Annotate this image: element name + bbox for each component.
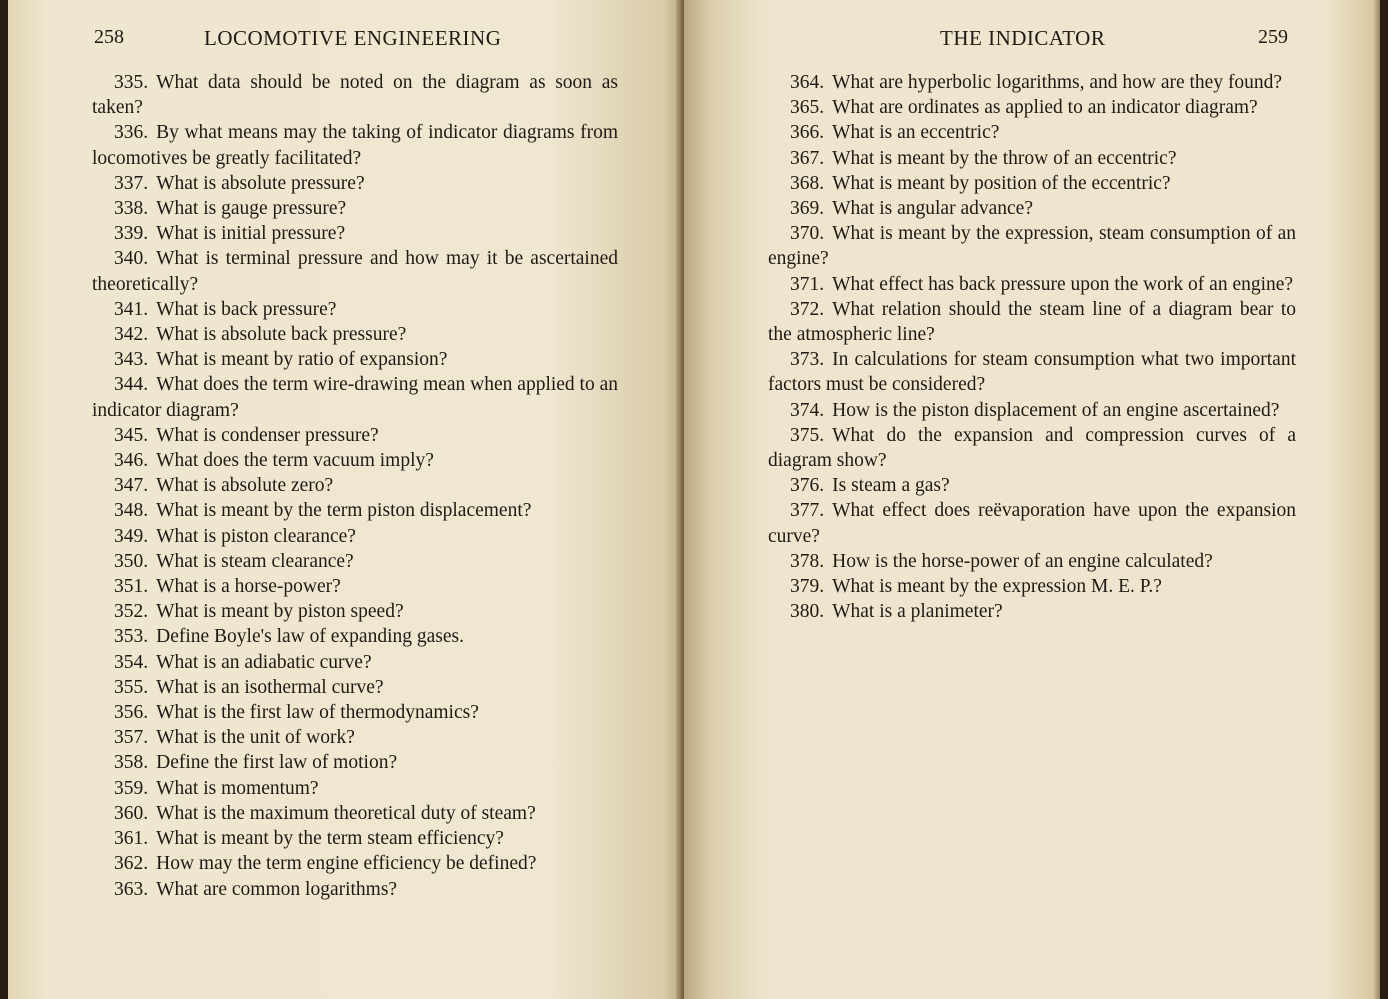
- question-text: What is the first law of thermodynamics?: [156, 702, 479, 724]
- question-text: What is momentum?: [156, 777, 319, 799]
- question-number: 355.: [114, 676, 149, 698]
- question-number: 351.: [114, 576, 149, 598]
- question-item: [768, 549, 1296, 574]
- question-number: 379.: [790, 576, 825, 598]
- question-item: [768, 196, 1296, 221]
- question-number: 336.: [114, 122, 149, 144]
- question-number: 380.: [790, 601, 825, 623]
- question-item: [92, 725, 618, 750]
- question-text: What does the term vacuum imply?: [156, 450, 434, 472]
- question-item: [768, 423, 1296, 473]
- question-item: [768, 599, 1296, 624]
- question-text: What do the expansion and compression curves of a diagram show?: [768, 424, 1296, 472]
- question-text: What is an adiabatic curve?: [156, 651, 372, 673]
- question-item: [92, 322, 618, 347]
- question-text: What are common logarithms?: [156, 878, 398, 900]
- question-number: 350.: [114, 550, 149, 572]
- question-number: 340.: [114, 248, 149, 270]
- question-item: [92, 599, 618, 624]
- question-item: [768, 95, 1296, 120]
- question-item: [768, 347, 1296, 397]
- question-item: [768, 146, 1296, 171]
- left-page-number: 258: [94, 26, 124, 48]
- left-running-head: LOCOMOTIVE ENGINEERING: [204, 26, 502, 50]
- question-item: [768, 120, 1296, 145]
- question-text: What effect does reëvaporation have upon the expansion curve?: [768, 500, 1296, 547]
- question-text: What are hyperbolic logarithms, and how are they found?: [832, 72, 1283, 93]
- question-item: [92, 624, 618, 649]
- question-item: [92, 221, 618, 246]
- question-number: 365.: [790, 97, 825, 119]
- question-number: 349.: [114, 525, 149, 547]
- question-number: 343.: [114, 349, 149, 371]
- question-number: 341.: [114, 298, 149, 320]
- question-number: 353.: [114, 626, 149, 648]
- question-number: 347.: [114, 475, 149, 497]
- question-item: [92, 549, 618, 574]
- question-number: 360.: [114, 802, 149, 824]
- question-item: [92, 750, 618, 775]
- question-number: 361.: [114, 828, 149, 850]
- right-page-number: 259: [1258, 26, 1288, 48]
- question-text: What does the term wire-drawing mean when applied to an indicator diagram?: [92, 374, 619, 421]
- question-item: [92, 675, 618, 700]
- question-text: What is condenser pressure?: [156, 424, 379, 446]
- question-text: How may the term engine efficiency be defined?: [156, 853, 537, 875]
- question-number: 377.: [790, 500, 825, 522]
- question-text: What is piston clearance?: [156, 525, 356, 547]
- left-question-list: [92, 70, 618, 902]
- question-item: [92, 246, 618, 296]
- question-number: 376.: [790, 475, 825, 497]
- question-text: What are ordinates as applied to an indicator diagram?: [832, 97, 1258, 119]
- question-number: 357.: [114, 727, 149, 749]
- question-number: 339.: [114, 223, 149, 245]
- question-item: [768, 221, 1296, 271]
- question-text: What is meant by the term steam efficiency?: [156, 828, 504, 850]
- question-number: 378.: [790, 550, 825, 572]
- question-text: What is a horse-power?: [156, 576, 341, 598]
- question-item: [768, 272, 1296, 297]
- question-number: 364.: [790, 72, 825, 93]
- question-number: 362.: [114, 853, 149, 875]
- question-text: Is steam a gas?: [832, 475, 950, 497]
- question-item: [92, 423, 618, 448]
- question-number: 338.: [114, 198, 149, 220]
- question-text: What is meant by piston speed?: [156, 601, 404, 623]
- question-text: What is back pressure?: [156, 298, 337, 320]
- question-number: 374.: [790, 399, 825, 421]
- question-text: What is an isothermal curve?: [156, 676, 384, 698]
- question-number: 369.: [790, 198, 825, 220]
- question-number: 367.: [790, 147, 825, 169]
- question-number: 366.: [790, 122, 825, 144]
- question-text: By what means may the taking of indicator diagrams from locomotives be greatly facilitated?: [92, 122, 618, 169]
- question-text: Define Boyle's law of expanding gases.: [156, 626, 464, 648]
- question-number: 370.: [790, 223, 825, 245]
- question-number: 373.: [790, 349, 825, 371]
- question-text: What effect has back pressure upon the work of an engine?: [832, 273, 1294, 295]
- question-number: 368.: [790, 172, 825, 194]
- question-item: [92, 347, 618, 372]
- question-text: What is meant by the throw of an eccentric?: [832, 147, 1177, 169]
- question-text: What is steam clearance?: [156, 550, 354, 572]
- question-item: [768, 473, 1296, 498]
- question-number: 363.: [114, 878, 149, 900]
- question-item: [92, 70, 618, 120]
- question-item: [92, 851, 618, 876]
- question-text: What is meant by ratio of expansion?: [156, 349, 448, 371]
- question-number: 348.: [114, 500, 149, 522]
- right-page: [684, 0, 1380, 999]
- question-number: 342.: [114, 324, 149, 346]
- question-text: What is gauge pressure?: [156, 198, 347, 220]
- question-text: What is an eccentric?: [832, 122, 1000, 144]
- question-item: [92, 877, 618, 902]
- question-number: 345.: [114, 424, 149, 446]
- right-running-head: THE INDICATOR: [940, 26, 1106, 50]
- question-text: What is meant by position of the eccentric?: [832, 172, 1171, 194]
- question-item: [92, 120, 618, 170]
- question-item: [92, 473, 618, 498]
- question-text: What is initial pressure?: [156, 223, 346, 245]
- question-number: 344.: [114, 374, 149, 396]
- question-item: [92, 524, 618, 549]
- question-text: How is the horse-power of an engine calculated?: [832, 550, 1213, 572]
- question-number: 375.: [790, 424, 825, 446]
- left-page: [8, 0, 684, 999]
- question-item: [92, 826, 618, 851]
- question-text: What is absolute zero?: [156, 475, 334, 497]
- question-text: Define the first law of motion?: [156, 752, 398, 774]
- question-item: [768, 498, 1296, 548]
- question-number: 346.: [114, 450, 149, 472]
- question-text: How is the piston displacement of an engine ascertained?: [832, 399, 1280, 421]
- question-text: What is angular advance?: [832, 198, 1033, 220]
- question-text: What data should be noted on the diagram as soon as taken?: [92, 72, 618, 119]
- question-item: [92, 498, 618, 523]
- question-number: 372.: [790, 298, 825, 320]
- question-item: [92, 372, 618, 422]
- question-text: What is the unit of work?: [156, 727, 355, 749]
- question-number: 354.: [114, 651, 149, 673]
- question-item: [768, 70, 1296, 95]
- question-text: What is terminal pressure and how may it be ascertained theoretically?: [92, 248, 618, 295]
- question-text: What is absolute pressure?: [156, 172, 365, 194]
- question-item: [92, 801, 618, 826]
- question-number: 335.: [114, 72, 149, 93]
- question-item: [92, 297, 618, 322]
- question-item: [92, 171, 618, 196]
- question-text: What is absolute back pressure?: [156, 324, 407, 346]
- question-text: What is a planimeter?: [832, 601, 1003, 623]
- question-item: [768, 171, 1296, 196]
- question-item: [768, 398, 1296, 423]
- question-number: 356.: [114, 702, 149, 724]
- question-number: 358.: [114, 752, 149, 774]
- question-item: [92, 196, 618, 221]
- question-text: What relation should the steam line of a diagram bear to the atmospheric line?: [768, 298, 1296, 346]
- question-item: [92, 448, 618, 473]
- question-item: [92, 650, 618, 675]
- question-item: [768, 574, 1296, 599]
- question-number: 352.: [114, 601, 149, 623]
- question-number: 359.: [114, 777, 149, 799]
- question-number: 371.: [790, 273, 825, 295]
- question-text: What is meant by the term piston displacement?: [156, 500, 532, 522]
- question-item: [768, 297, 1296, 347]
- question-item: [92, 700, 618, 725]
- question-number: 337.: [114, 172, 149, 194]
- question-item: [92, 574, 618, 599]
- question-text: In calculations for steam consumption what two important factors must be considered?: [768, 349, 1296, 396]
- right-question-list: [768, 70, 1296, 624]
- question-text: What is the maximum theoretical duty of steam?: [156, 802, 536, 824]
- question-text: What is meant by the expression M. E. P.?: [832, 576, 1162, 598]
- question-item: [92, 776, 618, 801]
- question-text: What is meant by the expression, steam consumption of an engine?: [768, 223, 1296, 270]
